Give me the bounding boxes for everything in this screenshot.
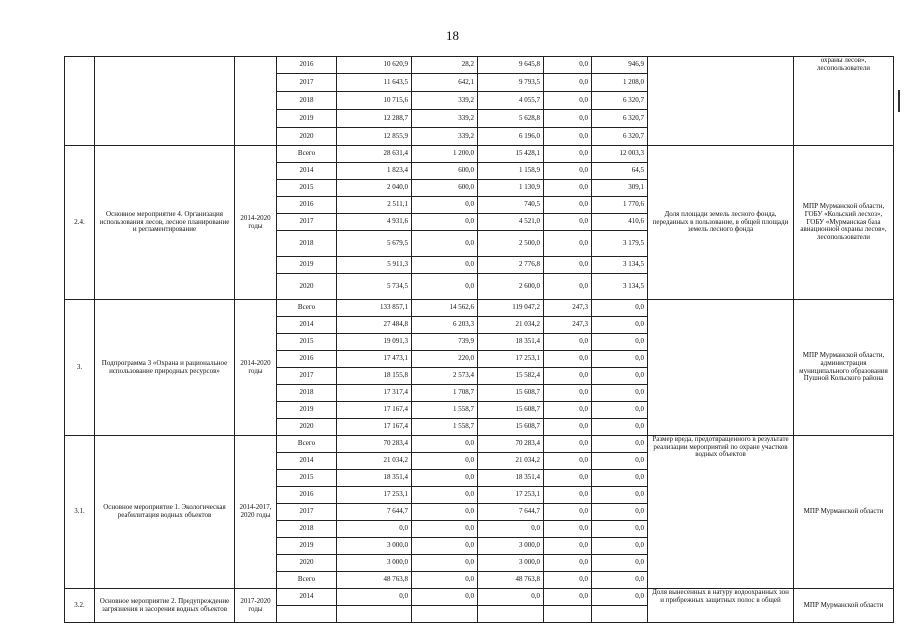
federal-budget-cell: 1 558,7 [412, 402, 478, 419]
federal-budget-cell: 6 203,3 [412, 317, 478, 334]
municipal-budget-cell: 0,0 [544, 436, 592, 453]
total-cell: 133 857,1 [337, 300, 412, 317]
page-number: 18 [446, 28, 459, 43]
total-cell: 5 679,5 [337, 231, 412, 257]
year-cell: 2016 [277, 351, 337, 368]
indicator-cell: Доля вынесенных в натуру водоохранных зон и прибрежных защитных полос в общей [648, 589, 794, 623]
other-sources-cell: 0,0 [592, 589, 648, 606]
year-cell: 2018 [277, 385, 337, 402]
executor-cell: МПР Мурманской области [794, 436, 894, 589]
other-sources-cell: 3 179,5 [592, 231, 648, 257]
municipal-budget-cell: 0,0 [544, 572, 592, 589]
total-cell: 17 167,4 [337, 419, 412, 436]
regional-budget-cell: 4 521,0 [478, 214, 544, 231]
year-cell: 2017 [277, 74, 337, 92]
year-cell: 2015 [277, 470, 337, 487]
item-name-cell: Основное мероприятие 4. Организация использования лесов, лесное планирование и регламентирование [95, 146, 235, 300]
year-cell: Всего [277, 436, 337, 453]
other-sources-cell: 6 320,7 [592, 110, 648, 128]
regional-budget-cell: 740,5 [478, 197, 544, 214]
regional-budget-cell: 0,0 [478, 589, 544, 606]
total-cell: 5 911,3 [337, 257, 412, 274]
other-sources-cell: 0,0 [592, 351, 648, 368]
table-row [65, 146, 894, 163]
other-sources-cell: 64,5 [592, 163, 648, 180]
total-cell: 70 283,4 [337, 436, 412, 453]
year-cell: Всего [277, 146, 337, 163]
regional-budget-cell: 15 608,7 [478, 385, 544, 402]
other-sources-cell: 6 320,7 [592, 92, 648, 110]
year-cell: 2019 [277, 110, 337, 128]
municipal-budget-cell: 0,0 [544, 92, 592, 110]
year-cell: 2019 [277, 538, 337, 555]
federal-budget-cell: 739,9 [412, 334, 478, 351]
municipal-budget-cell: 0,0 [544, 402, 592, 419]
federal-budget-cell: 14 562,6 [412, 300, 478, 317]
year-cell: 2020 [277, 419, 337, 436]
other-sources-cell: 0,0 [592, 402, 648, 419]
federal-budget-cell: 0,0 [412, 257, 478, 274]
indicator-cell [648, 300, 794, 436]
year-cell: 2019 [277, 257, 337, 274]
federal-budget-cell: 0,0 [412, 470, 478, 487]
municipal-budget-cell: 0,0 [544, 555, 592, 572]
federal-budget-cell: 600,0 [412, 180, 478, 197]
other-sources-cell: 0,0 [592, 504, 648, 521]
year-cell: 2016 [277, 487, 337, 504]
item-number-cell [65, 57, 95, 146]
year-cell: 2018 [277, 92, 337, 110]
total-cell: 2 040,0 [337, 180, 412, 197]
other-sources-cell: 6 320,7 [592, 128, 648, 146]
other-sources-cell: 0,0 [592, 334, 648, 351]
item-number-cell: 3. [65, 300, 95, 436]
regional-budget-cell: 1 158,9 [478, 163, 544, 180]
regional-budget-cell: 48 763,8 [478, 572, 544, 589]
regional-budget-cell: 0,0 [478, 521, 544, 538]
year-cell: 2017 [277, 368, 337, 385]
other-sources-cell: 0,0 [592, 538, 648, 555]
table-row [65, 589, 894, 606]
period-cell: 2017-2020 годы [235, 589, 277, 623]
federal-budget-cell: 0,0 [412, 214, 478, 231]
regional-budget-cell: 3 000,0 [478, 555, 544, 572]
executor-cell: охраны лесов», лесопользователи [794, 57, 894, 146]
municipal-budget-cell: 0,0 [544, 197, 592, 214]
municipal-budget-cell: 0,0 [544, 504, 592, 521]
municipal-budget-cell: 0,0 [544, 146, 592, 163]
other-sources-cell [592, 606, 648, 623]
table-row [65, 300, 894, 317]
other-sources-cell: 410,6 [592, 214, 648, 231]
other-sources-cell: 309,1 [592, 180, 648, 197]
other-sources-cell: 12 003,3 [592, 146, 648, 163]
federal-budget-cell: 0,0 [412, 197, 478, 214]
total-cell: 18 351,4 [337, 470, 412, 487]
other-sources-cell: 0,0 [592, 487, 648, 504]
municipal-budget-cell: 247,3 [544, 317, 592, 334]
regional-budget-cell: 119 047,2 [478, 300, 544, 317]
municipal-budget-cell: 0,0 [544, 334, 592, 351]
regional-budget-cell: 70 283,4 [478, 436, 544, 453]
total-cell: 17 317,4 [337, 385, 412, 402]
municipal-budget-cell: 0,0 [544, 453, 592, 470]
other-sources-cell: 3 134,5 [592, 274, 648, 300]
municipal-budget-cell: 0,0 [544, 257, 592, 274]
table-row [65, 57, 894, 74]
executor-cell: МПР Мурманской области, ГОБУ «Кольский лесхоз», ГОБУ «Мурманская база авиационной охраны лесов», лесопользователи [794, 146, 894, 300]
year-cell: 2018 [277, 231, 337, 257]
other-sources-cell: 0,0 [592, 555, 648, 572]
regional-budget-cell: 9 645,8 [478, 57, 544, 74]
year-cell: 2014 [277, 453, 337, 470]
year-cell: 2015 [277, 334, 337, 351]
total-cell: 11 643,5 [337, 74, 412, 92]
year-cell: Всего [277, 572, 337, 589]
year-cell: 2014 [277, 589, 337, 606]
other-sources-cell: 0,0 [592, 521, 648, 538]
other-sources-cell: 1 770,6 [592, 197, 648, 214]
total-cell: 12 855,9 [337, 128, 412, 146]
municipal-budget-cell: 0,0 [544, 128, 592, 146]
item-name-cell [95, 57, 235, 146]
federal-budget-cell: 339,2 [412, 110, 478, 128]
regional-budget-cell: 15 582,4 [478, 368, 544, 385]
year-cell: 2018 [277, 521, 337, 538]
item-number-cell: 3.2. [65, 589, 95, 623]
indicator-cell [648, 57, 794, 146]
year-cell: 2016 [277, 57, 337, 74]
municipal-budget-cell: 0,0 [544, 521, 592, 538]
regional-budget-cell: 3 000,0 [478, 538, 544, 555]
indicator-cell: Размер вреда, предотвращенного в результате реализации мероприятий по охране участков водных объектов [648, 436, 794, 589]
indicator-cell: Доля площади земель лесного фонда, переданных в пользование, в общей площади земель лесного фонда [648, 146, 794, 300]
year-cell: 2014 [277, 163, 337, 180]
other-sources-cell: 0,0 [592, 385, 648, 402]
total-cell: 0,0 [337, 521, 412, 538]
total-cell: 27 484,8 [337, 317, 412, 334]
regional-budget-cell: 7 644,7 [478, 504, 544, 521]
federal-budget-cell: 0,0 [412, 504, 478, 521]
municipal-budget-cell: 0,0 [544, 214, 592, 231]
regional-budget-cell: 15 428,1 [478, 146, 544, 163]
margin-mark [898, 90, 900, 112]
regional-budget-cell: 1 130,9 [478, 180, 544, 197]
other-sources-cell: 0,0 [592, 419, 648, 436]
total-cell: 21 034,2 [337, 453, 412, 470]
executor-cell: МПР Мурманской области [794, 589, 894, 623]
regional-budget-cell: 15 608,7 [478, 419, 544, 436]
federal-budget-cell: 0,0 [412, 521, 478, 538]
federal-budget-cell: 0,0 [412, 589, 478, 606]
other-sources-cell: 946,9 [592, 57, 648, 74]
total-cell: 48 763,8 [337, 572, 412, 589]
year-cell [277, 606, 337, 623]
federal-budget-cell: 0,0 [412, 274, 478, 300]
executor-cell: МПР Мурманской области, администрация муниципального образования Пушной Кольского района [794, 300, 894, 436]
other-sources-cell: 0,0 [592, 470, 648, 487]
other-sources-cell: 0,0 [592, 317, 648, 334]
regional-budget-cell: 17 253,1 [478, 487, 544, 504]
year-cell: 2014 [277, 317, 337, 334]
federal-budget-cell: 2 573,4 [412, 368, 478, 385]
regional-budget-cell: 17 253,1 [478, 351, 544, 368]
period-cell: 2014-2017, 2020 годы [235, 436, 277, 589]
federal-budget-cell: 1 200,0 [412, 146, 478, 163]
total-cell: 19 091,3 [337, 334, 412, 351]
municipal-budget-cell: 0,0 [544, 110, 592, 128]
total-cell: 17 167,4 [337, 402, 412, 419]
federal-budget-cell: 1 558,7 [412, 419, 478, 436]
year-cell: 2017 [277, 504, 337, 521]
total-cell: 1 823,4 [337, 163, 412, 180]
municipal-budget-cell: 0,0 [544, 231, 592, 257]
regional-budget-cell: 5 628,8 [478, 110, 544, 128]
municipal-budget-cell: 247,3 [544, 300, 592, 317]
table-row [65, 436, 894, 453]
municipal-budget-cell: 0,0 [544, 589, 592, 606]
federal-budget-cell: 1 708,7 [412, 385, 478, 402]
other-sources-cell: 0,0 [592, 436, 648, 453]
regional-budget-cell: 18 351,4 [478, 470, 544, 487]
total-cell: 18 155,8 [337, 368, 412, 385]
total-cell: 2 511,1 [337, 197, 412, 214]
total-cell: 7 644,7 [337, 504, 412, 521]
regional-budget-cell: 9 793,5 [478, 74, 544, 92]
year-cell: 2015 [277, 180, 337, 197]
total-cell: 10 715,6 [337, 92, 412, 110]
municipal-budget-cell: 0,0 [544, 470, 592, 487]
total-cell: 3 000,0 [337, 555, 412, 572]
regional-budget-cell: 21 034,2 [478, 317, 544, 334]
federal-budget-cell: 600,0 [412, 163, 478, 180]
year-cell: 2017 [277, 214, 337, 231]
regional-budget-cell [478, 606, 544, 623]
item-number-cell: 2.4. [65, 146, 95, 300]
item-name-cell: Основное мероприятие 2. Предупреждение загрязнения и засорения водных объектов [95, 589, 235, 623]
regional-budget-cell: 2 776,8 [478, 257, 544, 274]
federal-budget-cell: 0,0 [412, 572, 478, 589]
period-cell: 2014-2020 годы [235, 300, 277, 436]
regional-budget-cell: 2 600,0 [478, 274, 544, 300]
item-name-cell: Подпрограмма 3 «Охрана и рациональное использование природных ресурсов» [95, 300, 235, 436]
federal-budget-cell: 28,2 [412, 57, 478, 74]
other-sources-cell: 0,0 [592, 368, 648, 385]
total-cell: 10 620,9 [337, 57, 412, 74]
total-cell: 0,0 [337, 589, 412, 606]
municipal-budget-cell: 0,0 [544, 180, 592, 197]
municipal-budget-cell: 0,0 [544, 274, 592, 300]
total-cell: 3 000,0 [337, 538, 412, 555]
federal-budget-cell: 0,0 [412, 231, 478, 257]
total-cell: 17 253,1 [337, 487, 412, 504]
period-cell [235, 57, 277, 146]
year-cell: 2016 [277, 197, 337, 214]
item-number-cell: 3.1. [65, 436, 95, 589]
municipal-budget-cell: 0,0 [544, 163, 592, 180]
total-cell [337, 606, 412, 623]
year-cell: 2020 [277, 128, 337, 146]
year-cell: 2020 [277, 555, 337, 572]
municipal-budget-cell: 0,0 [544, 57, 592, 74]
federal-budget-cell: 0,0 [412, 453, 478, 470]
budget-table [64, 56, 894, 623]
municipal-budget-cell: 0,0 [544, 351, 592, 368]
year-cell: Всего [277, 300, 337, 317]
federal-budget-cell: 0,0 [412, 538, 478, 555]
federal-budget-cell: 642,1 [412, 74, 478, 92]
total-cell: 28 631,4 [337, 146, 412, 163]
federal-budget-cell [412, 606, 478, 623]
other-sources-cell: 0,0 [592, 300, 648, 317]
regional-budget-cell: 18 351,4 [478, 334, 544, 351]
period-cell: 2014-2020 годы [235, 146, 277, 300]
year-cell: 2019 [277, 402, 337, 419]
federal-budget-cell: 0,0 [412, 555, 478, 572]
municipal-budget-cell: 0,0 [544, 487, 592, 504]
municipal-budget-cell: 0,0 [544, 538, 592, 555]
regional-budget-cell: 15 608,7 [478, 402, 544, 419]
federal-budget-cell: 220,0 [412, 351, 478, 368]
table-body [65, 57, 894, 623]
total-cell: 12 288,7 [337, 110, 412, 128]
regional-budget-cell: 2 500,0 [478, 231, 544, 257]
other-sources-cell: 1 208,0 [592, 74, 648, 92]
federal-budget-cell: 339,2 [412, 128, 478, 146]
federal-budget-cell: 0,0 [412, 487, 478, 504]
federal-budget-cell: 339,2 [412, 92, 478, 110]
total-cell: 4 931,6 [337, 214, 412, 231]
municipal-budget-cell [544, 606, 592, 623]
total-cell: 5 734,5 [337, 274, 412, 300]
year-cell: 2020 [277, 274, 337, 300]
other-sources-cell: 0,0 [592, 453, 648, 470]
federal-budget-cell: 0,0 [412, 436, 478, 453]
item-name-cell: Основное мероприятие 1. Экологическая реабилитация водных объектов [95, 436, 235, 589]
municipal-budget-cell: 0,0 [544, 385, 592, 402]
regional-budget-cell: 4 055,7 [478, 92, 544, 110]
municipal-budget-cell: 0,0 [544, 368, 592, 385]
other-sources-cell: 0,0 [592, 572, 648, 589]
regional-budget-cell: 21 034,2 [478, 453, 544, 470]
municipal-budget-cell: 0,0 [544, 74, 592, 92]
municipal-budget-cell: 0,0 [544, 419, 592, 436]
other-sources-cell: 3 134,5 [592, 257, 648, 274]
regional-budget-cell: 6 196,0 [478, 128, 544, 146]
total-cell: 17 473,1 [337, 351, 412, 368]
